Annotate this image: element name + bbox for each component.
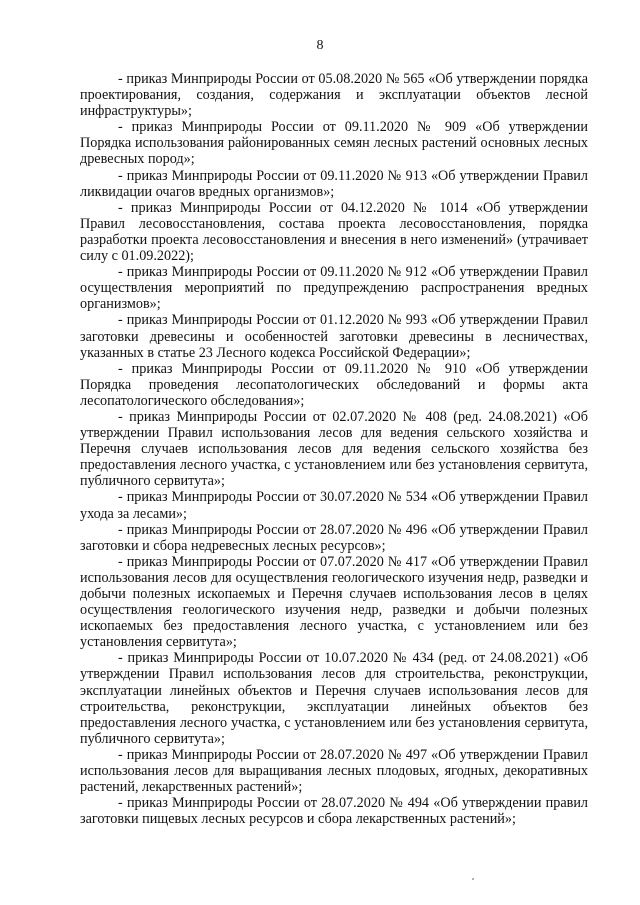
list-item: - приказ Минприроды России от 04.12.2020 № 1014 «Об утверждении Правил лесовосстановления, состава проекта лесовосстановления, порядка разработки проекта лесовосстановления и внесения в него изменений» (утрачивает силу с 01.09.2022); <box>80 199 588 265</box>
list-item: - приказ Минприроды России от 30.07.2020 № 534 «Об утверждении Правил ухода за лесами»; <box>80 489 588 522</box>
list-item: - приказ Минприроды России от 07.07.2020 № 417 «Об утверждении Правил использования лесов для осуществления геологического изучения недр, разведки и добычи полезных ископаемых и Перечня случаев использования лесов в целях осуществления геологического изучения недр, разведки и добычи полезных ископаемых без предоставления лесного участка, с установлением или без установления сервитута»; <box>80 553 588 651</box>
list-item: - приказ Минприроды России от 09.11.2020 № 909 «Об утверждении Порядка использования районированных семян лесных растений основных лесных древесных пород»; <box>80 119 588 168</box>
list-item: - приказ Минприроды России от 09.11.2020 № 912 «Об утверждении Правил осуществления мероприятий по предупреждению распространения вредных организмов»; <box>80 264 588 313</box>
list-item: - приказ Минприроды России от 09.11.2020 № 913 «Об утверждении Правил ликвидации очагов вредных организмов»; <box>80 167 588 200</box>
list-item: - приказ Минприроды России от 05.08.2020 № 565 «Об утверждении порядка проектирования, создания, содержания и эксплуатации объектов лесной инфраструктуры»; <box>80 71 588 120</box>
list-item: - приказ Минприроды России от 09.11.2020 № 910 «Об утверждении Порядка проведения лесопатологических обследований и формы акта лесопатологического обследования»; <box>80 360 588 409</box>
list-item: - приказ Минприроды России от 02.07.2020 № 408 (ред. 24.08.2021) «Об утверждении Правил использования лесов для ведения сельского хозяйства и Перечня случаев использования лесов для ведения сельского хозяйства без предоставления лесного участка, с установлением или без установления сервитута, публичного сервитута»; <box>80 408 588 490</box>
list-item: - приказ Минприроды России от 28.07.2020 № 494 «Об утверждении правил заготовки пищевых лесных ресурсов и сбора лекарственных растений»; <box>80 795 588 828</box>
scan-artifact <box>472 878 474 880</box>
list-item: - приказ Минприроды России от 01.12.2020 № 993 «Об утверждении Правил заготовки древесины и особенностей заготовки древесины в лесничествах, указанных в статье 23 Лесного кодекса Российской Федерации»; <box>80 312 588 361</box>
page-number: 8 <box>316 38 324 53</box>
list-item: - приказ Минприроды России от 10.07.2020 № 434 (ред. от 24.08.2021) «Об утверждении Правил использования лесов для строительства, реконструкции, эксплуатации линейных объектов и Перечня случаев использования лесов для строительства, реконструкции, эксплуатации линейных объектов без предоставления лесного участка, с установлением или без установления сервитута, публичного сервитута»; <box>80 650 588 747</box>
document-body <box>80 71 588 827</box>
list-item: - приказ Минприроды России от 28.07.2020 № 497 «Об утверждении Правил использования лесов для выращивания лесных плодовых, ягодных, декоративных растений, лекарственных растений»; <box>80 746 588 796</box>
list-item: - приказ Минприроды России от 28.07.2020 № 496 «Об утверждении Правил заготовки и сбора недревесных лесных ресурсов»; <box>80 521 588 554</box>
